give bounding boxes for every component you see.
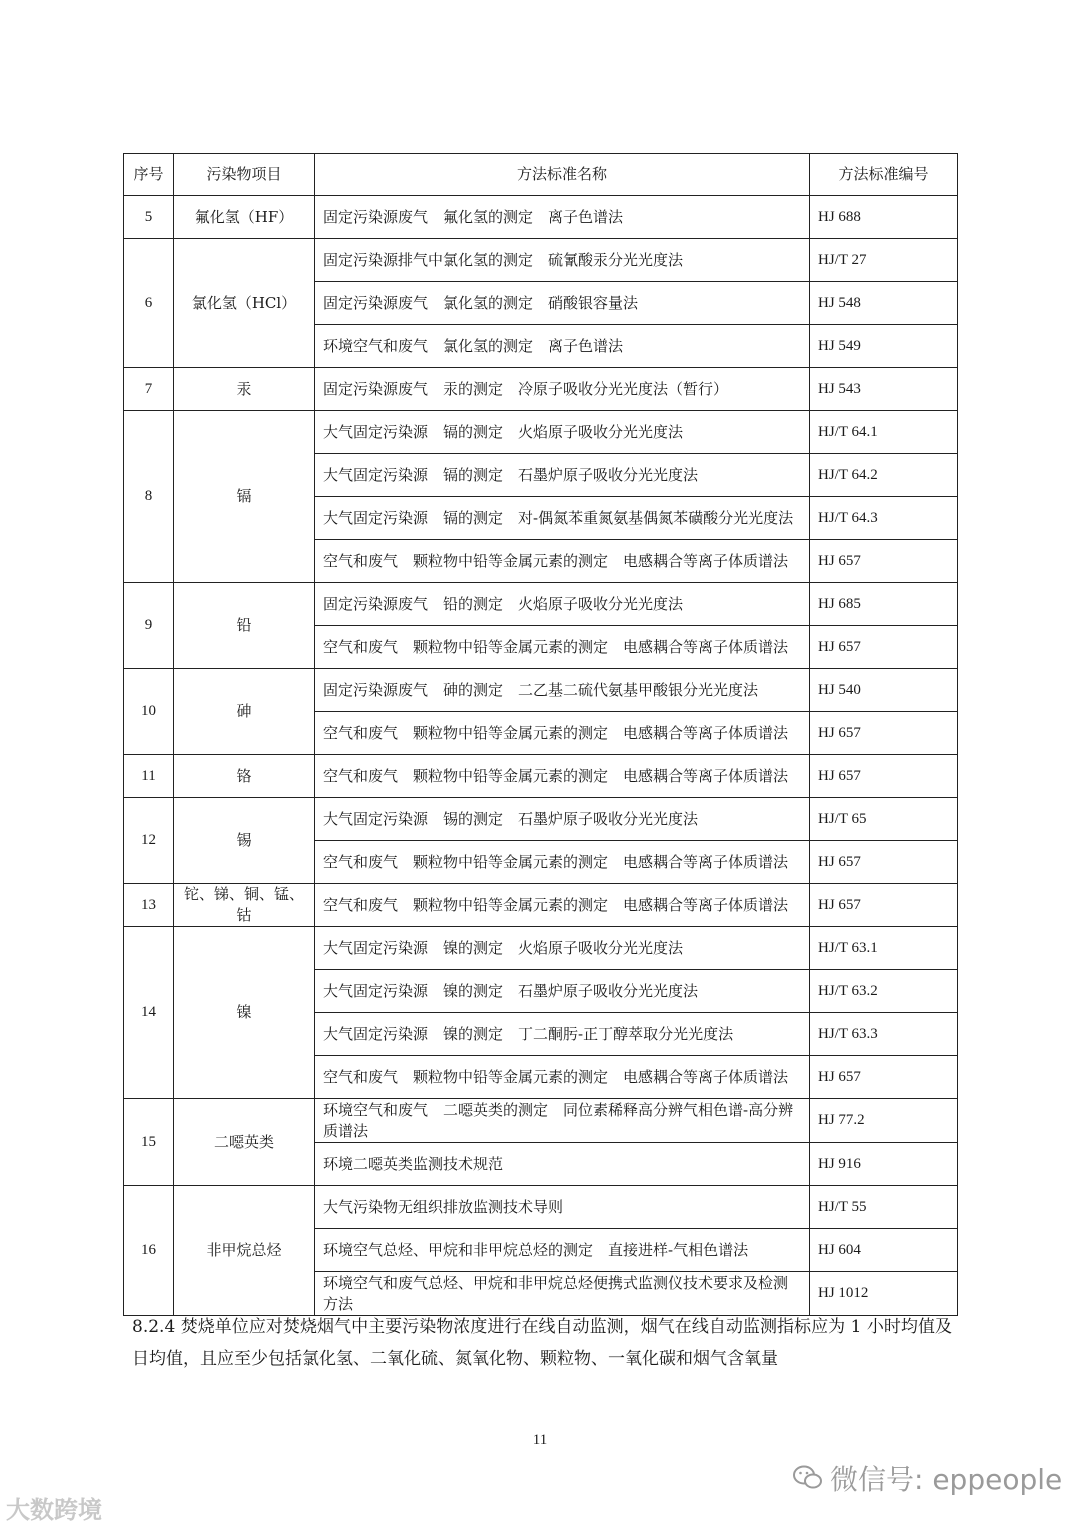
row-seq-cell: 8 — [124, 411, 174, 583]
method-name-cell: 空气和废气 颗粒物中铅等金属元素的测定 电感耦合等离子体质谱法 — [315, 755, 810, 798]
method-name-cell: 空气和废气 颗粒物中铅等金属元素的测定 电感耦合等离子体质谱法 — [315, 884, 810, 927]
table-row — [124, 583, 958, 626]
pollutant-cell: 汞 — [174, 368, 315, 411]
method-code-cell: HJ 549 — [810, 325, 958, 368]
method-code-cell: HJ 548 — [810, 282, 958, 325]
method-code-cell: HJ/T 64.2 — [810, 454, 958, 497]
method-name-cell: 大气固定污染源 镍的测定 石墨炉原子吸收分光光度法 — [315, 970, 810, 1013]
method-code-cell: HJ/T 63.2 — [810, 970, 958, 1013]
method-name-cell: 大气固定污染源 镍的测定 火焰原子吸收分光光度法 — [315, 927, 810, 970]
method-name-cell: 大气固定污染源 锡的测定 石墨炉原子吸收分光光度法 — [315, 798, 810, 841]
method-code-cell: HJ/T 55 — [810, 1186, 958, 1229]
pollutant-cell: 非甲烷总烃 — [174, 1186, 315, 1316]
table-row — [124, 196, 958, 239]
method-code-cell: HJ 657 — [810, 540, 958, 583]
method-code-cell: HJ 543 — [810, 368, 958, 411]
row-seq-cell: 10 — [124, 669, 174, 755]
method-name-cell: 固定污染源排气中氯化氢的测定 硫氰酸汞分光光度法 — [315, 239, 810, 282]
method-name-cell: 大气固定污染源 镉的测定 对-偶氮苯重氮氨基偶氮苯磺酸分光光度法 — [315, 497, 810, 540]
table-row — [124, 798, 958, 841]
method-code-cell: HJ 540 — [810, 669, 958, 712]
method-name-cell: 环境空气和废气 二噁英类的测定 同位素稀释高分辨气相色谱-高分辨质谱法 — [315, 1099, 810, 1143]
method-name-cell: 空气和废气 颗粒物中铅等金属元素的测定 电感耦合等离子体质谱法 — [315, 626, 810, 669]
method-name-cell: 环境空气总烃、甲烷和非甲烷总烃的测定 直接进样-气相色谱法 — [315, 1229, 810, 1272]
header-pollutant: 污染物项目 — [174, 154, 315, 196]
header-seq: 序号 — [124, 154, 174, 196]
pollutant-cell: 镉 — [174, 411, 315, 583]
method-name-cell: 固定污染源废气 砷的测定 二乙基二硫代氨基甲酸银分光光度法 — [315, 669, 810, 712]
method-code-cell: HJ 77.2 — [810, 1099, 958, 1143]
method-name-cell: 大气固定污染源 镍的测定 丁二酮肟-正丁醇萃取分光光度法 — [315, 1013, 810, 1056]
row-seq-cell: 12 — [124, 798, 174, 884]
table-header-row — [124, 154, 958, 196]
row-seq-cell: 14 — [124, 927, 174, 1099]
method-code-cell: HJ/T 64.3 — [810, 497, 958, 540]
method-code-cell: HJ/T 63.3 — [810, 1013, 958, 1056]
table-row — [124, 411, 958, 454]
method-name-cell: 固定污染源废气 氟化氢的测定 离子色谱法 — [315, 196, 810, 239]
method-name-cell: 固定污染源废气 氯化氢的测定 硝酸银容量法 — [315, 282, 810, 325]
method-name-cell: 空气和废气 颗粒物中铅等金属元素的测定 电感耦合等离子体质谱法 — [315, 1056, 810, 1099]
method-name-cell: 大气固定污染源 镉的测定 火焰原子吸收分光光度法 — [315, 411, 810, 454]
table-row — [124, 884, 958, 927]
method-code-cell: HJ 657 — [810, 884, 958, 927]
watermark-left — [6, 1490, 102, 1525]
page-number: 11 — [532, 1432, 548, 1448]
method-code-cell: HJ 657 — [810, 755, 958, 798]
row-seq-cell: 13 — [124, 884, 174, 927]
watermark-right — [792, 1458, 1062, 1498]
method-code-cell: HJ 688 — [810, 196, 958, 239]
table-row — [124, 239, 958, 282]
watermark-left-text: 大数跨境 — [6, 1496, 102, 1524]
pollutant-cell: 铊、锑、铜、锰、钴 — [174, 884, 315, 927]
wechat-icon — [792, 1464, 824, 1492]
pollutant-cell: 砷 — [174, 669, 315, 755]
method-name-cell: 大气污染物无组织排放监测技术导则 — [315, 1186, 810, 1229]
row-seq-cell: 9 — [124, 583, 174, 669]
pollutant-cell: 铬 — [174, 755, 315, 798]
table-row — [124, 1186, 958, 1229]
method-code-cell: HJ 1012 — [810, 1272, 958, 1316]
method-name-cell: 固定污染源废气 铅的测定 火焰原子吸收分光光度法 — [315, 583, 810, 626]
method-name-cell: 空气和废气 颗粒物中铅等金属元素的测定 电感耦合等离子体质谱法 — [315, 712, 810, 755]
method-code-cell: HJ/T 27 — [810, 239, 958, 282]
row-seq-cell: 6 — [124, 239, 174, 368]
method-code-cell: HJ 657 — [810, 1056, 958, 1099]
row-seq-cell: 5 — [124, 196, 174, 239]
row-seq-cell: 15 — [124, 1099, 174, 1186]
pollutant-cell: 氟化氢（HF） — [174, 196, 315, 239]
row-seq-cell: 16 — [124, 1186, 174, 1316]
table-row — [124, 755, 958, 798]
pollutant-cell: 铅 — [174, 583, 315, 669]
method-code-cell: HJ/T 63.1 — [810, 927, 958, 970]
method-code-cell: HJ/T 64.1 — [810, 411, 958, 454]
method-code-cell: HJ 657 — [810, 712, 958, 755]
method-code-cell: HJ 657 — [810, 841, 958, 884]
table-row — [124, 669, 958, 712]
pollutant-cell: 二噁英类 — [174, 1099, 315, 1186]
header-method-name: 方法标准名称 — [315, 154, 810, 196]
method-code-cell: HJ/T 65 — [810, 798, 958, 841]
monitoring-methods-table — [123, 153, 958, 1316]
method-name-cell: 固定污染源废气 汞的测定 冷原子吸收分光光度法（暂行） — [315, 368, 810, 411]
pollutant-cell: 锡 — [174, 798, 315, 884]
method-name-cell: 环境空气和废气总烃、甲烷和非甲烷总烃便携式监测仪技术要求及检测方法 — [315, 1272, 810, 1316]
method-name-cell: 环境空气和废气 氯化氢的测定 离子色谱法 — [315, 325, 810, 368]
pollutant-cell: 镍 — [174, 927, 315, 1099]
header-method-code: 方法标准编号 — [810, 154, 958, 196]
table-row — [124, 368, 958, 411]
method-name-cell: 环境二噁英类监测技术规范 — [315, 1143, 810, 1186]
pollutant-cell: 氯化氢（HCl） — [174, 239, 315, 368]
row-seq-cell: 7 — [124, 368, 174, 411]
row-seq-cell: 11 — [124, 755, 174, 798]
method-code-cell: HJ 916 — [810, 1143, 958, 1186]
method-code-cell: HJ 657 — [810, 626, 958, 669]
method-name-cell: 空气和废气 颗粒物中铅等金属元素的测定 电感耦合等离子体质谱法 — [315, 841, 810, 884]
clause-8-2-4-paragraph: 8.2.4 焚烧单位应对焚烧烟气中主要污染物浓度进行在线自动监测，烟气在线自动监测指标应为 1 小时均值及日均值，且应至少包括氯化氢、二氧化硫、氮氧化物、颗粒物、一氧化碳和烟气含氧量 — [132, 1317, 952, 1369]
method-code-cell: HJ 685 — [810, 583, 958, 626]
method-name-cell: 空气和废气 颗粒物中铅等金属元素的测定 电感耦合等离子体质谱法 — [315, 540, 810, 583]
method-name-cell: 大气固定污染源 镉的测定 石墨炉原子吸收分光光度法 — [315, 454, 810, 497]
method-code-cell: HJ 604 — [810, 1229, 958, 1272]
watermark-right-text: 微信号: eppeople — [830, 1463, 1063, 1496]
table-row — [124, 927, 958, 970]
table-row — [124, 1099, 958, 1143]
